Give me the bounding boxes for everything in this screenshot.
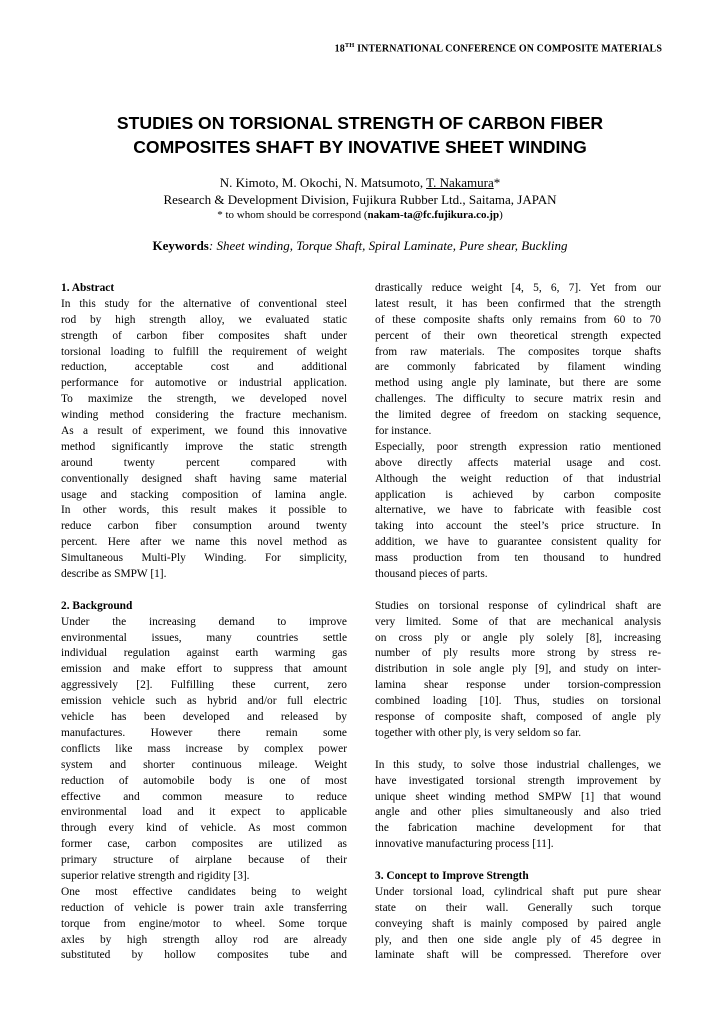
text-line: performance for automotive or industrial application.: [61, 377, 347, 390]
text-line: reduction of automobile body is one of most: [61, 774, 347, 787]
text-line: environmental issues, many countries settle: [61, 631, 347, 644]
text-line: substituted by hollow composites tube and: [61, 949, 347, 962]
corresponding-mark: *: [493, 175, 501, 190]
header-text: INTERNATIONAL CONFERENCE ON COMPOSITE MATERIALS: [354, 43, 662, 55]
text-line: winding method considering the fracture mechanism.: [61, 409, 347, 422]
text-line: through every kind of vehicle. As most common: [61, 822, 347, 835]
right-column: [375, 281, 661, 964]
text-line: alternative, we have to fabricate with feasible cost: [375, 504, 661, 517]
text-line: percent. Here after we name this novel method as: [61, 536, 347, 549]
text-line: Under the increasing demand to improve: [61, 615, 347, 628]
text-line: conveying shaft is mainly composed by paired angle: [375, 917, 661, 930]
text-line: torsional loading to fulfill the requirement of weight: [61, 345, 347, 358]
text-line: above directly affects material usage and cost.: [375, 456, 661, 469]
correspondence-note: [60, 209, 660, 221]
text-line: distribution in sole angle ply [9], and study on inter-: [375, 663, 661, 676]
text-line: on cross ply or angle ply solely [8], increasing: [375, 631, 661, 644]
text-line: the limited degree of freedom on stacking sequence,: [375, 409, 661, 422]
left-column: [61, 281, 347, 964]
text-line: In other words, this result makes it possible to: [61, 504, 347, 517]
paragraph-gap: [61, 583, 347, 599]
text-line: effective and common measure to reduce: [61, 790, 347, 803]
text-line: latest result, it has been confirmed that the strength: [375, 297, 661, 310]
text-line: environmental load and it expect to applicable: [61, 806, 347, 819]
text-line: percent of their own theoretical strength expected: [375, 329, 661, 342]
text-line: innovative manufacturing process [11].: [375, 838, 554, 851]
text-line: reduction, acceptable cost and additional: [61, 361, 347, 374]
text-line: combined loading [10]. Thus, studies on torsional: [375, 695, 661, 708]
text-line: axles by high strength alloy rod are already: [61, 933, 347, 946]
text-line: reduction of vehicle is power train axle transferring: [61, 901, 347, 914]
text-line: unique sheet winding method SMPW [1] that wound: [375, 790, 661, 803]
authors-text: N. Kimoto, M. Okochi, N. Matsumoto,: [219, 175, 427, 190]
conference-header: [335, 42, 662, 54]
text-line: In this study, to solve those industrial challenges, we: [375, 758, 661, 771]
text-line: Under torsional load, cylindrical shaft put pure shear: [375, 885, 661, 898]
paragraph-gap: [375, 742, 661, 758]
keywords: [60, 238, 660, 254]
text-line: method using angle ply laminate, but there are some: [375, 377, 661, 390]
text-line: addition, we have to guarantee consistent quality for: [375, 536, 661, 549]
text-line: are commonly fabricated by filament winding: [375, 361, 661, 374]
text-line: vehicle has been developed and released by: [61, 711, 347, 724]
text-line: As a result of experiment, we found this innovative: [61, 425, 347, 438]
text-line: method significantly improve the static strength: [61, 440, 347, 453]
text-line: Especially, poor strength expression ratio mentioned: [375, 440, 661, 453]
author-list: [60, 175, 660, 191]
header-prefix: 18: [334, 43, 345, 55]
text-line: One most effective candidates being to weight: [61, 885, 347, 898]
note-text: * to whom should be correspond (: [217, 209, 368, 221]
section-heading: 2. Background: [61, 599, 133, 612]
title-line-2: COMPOSITES SHAFT BY INOVATIVE SHEET WINDING: [133, 137, 587, 157]
corresponding-author: T. Nakamura: [426, 175, 494, 190]
text-line: from raw materials. The composites torque shafts: [375, 345, 661, 358]
keywords-list: : Sheet winding, Torque Shaft, Spiral Laminate, Pure shear, Buckling: [208, 238, 568, 253]
text-line: conventionally designed shaft having same material: [61, 472, 347, 485]
text-line: Studies on torsional response of cylindrical shaft are: [375, 599, 661, 612]
paper-title: [60, 111, 660, 159]
text-line: number of ply results more strong by stress re-: [375, 647, 661, 660]
text-line: thousand pieces of parts.: [375, 568, 488, 581]
text-line: taking into account the steel’s price structure. In: [375, 520, 661, 533]
text-line: To maximize the strength, we developed novel: [61, 393, 347, 406]
text-line: describe as SMPW [1].: [61, 568, 167, 581]
text-line: drastically reduce weight [4, 5, 6, 7]. Yet from our: [375, 282, 661, 294]
text-line: torque from engine/motor to wheel. Some torque: [61, 917, 347, 930]
paragraph-gap: [375, 583, 661, 599]
text-line: system and shorter continuous mileage. Weight: [61, 758, 347, 771]
text-line: emission vehicle such as hybrid and/or full electric: [61, 695, 347, 708]
text-line: ply, and then one side angle ply of 45 degree in: [375, 933, 661, 946]
note-close: ): [499, 209, 503, 221]
section-heading: 1. Abstract: [61, 282, 115, 294]
text-line: very limited. Some of that are mechanical analysis: [375, 615, 661, 628]
text-line: together with other ply, is very seldom so far.: [375, 726, 582, 739]
text-line: primary structure of airplane because of their: [61, 854, 347, 867]
text-line: for instance.: [375, 425, 432, 438]
text-line: strength of carbon fiber composites shaft under: [61, 329, 347, 342]
text-line: superior relative strength and rigidity [3].: [61, 869, 250, 882]
text-line: former case, carbon composites are utilized as: [61, 838, 347, 851]
affiliation: Research & Development Division, Fujikura Rubber Ltd., Saitama, JAPAN: [163, 192, 557, 207]
text-line: manufactures. However there remain some: [61, 726, 347, 739]
text-line: rod by high strength alloy, we evaluated static: [61, 313, 347, 326]
text-line: laminate shaft will be compressed. Therefore over: [375, 949, 661, 962]
text-line: usage and stacking composition of lamina angle.: [61, 488, 347, 501]
text-line: challenges. The difficulty to secure matrix resin and: [375, 393, 661, 406]
text-line: around twenty percent compared with: [61, 456, 347, 469]
paragraph-gap: [375, 853, 661, 869]
text-line: lamina shear response under torsion-compression: [375, 679, 661, 692]
text-line: of these composite shafts only remains from 60 to 70: [375, 313, 661, 326]
section-heading: 3. Concept to Improve Strength: [375, 869, 529, 882]
text-line: reduce carbon fiber consumption around twenty: [61, 520, 347, 533]
text-line: application is achieved by carbon composite: [375, 488, 661, 501]
text-line: angle and other plies simultaneously and also tried: [375, 806, 661, 819]
text-line: In this study for the alternative of conventional steel: [61, 297, 347, 310]
contact-email: nakam-ta@fc.fujikura.co.jp: [367, 209, 500, 221]
text-line: emission and make effort to suppress that amount: [61, 663, 347, 676]
text-line: conflicts like mass increase by complex power: [61, 742, 347, 755]
title-line-1: STUDIES ON TORSIONAL STRENGTH OF CARBON FIBER: [116, 113, 604, 133]
text-line: have investigated torsional strength improvement by: [375, 774, 661, 787]
text-line: Simultaneous Multi-Ply Winding. For simplicity,: [61, 552, 347, 565]
text-line: state on their wall. Generally such torque: [375, 901, 661, 914]
header-superscript: TH: [344, 42, 355, 49]
text-line: mass production from ten thousand to hundred: [375, 552, 661, 565]
text-line: individual regulation against earth warming gas: [61, 647, 347, 660]
text-line: the fabrication machine development for that: [375, 822, 661, 835]
text-line: Although the weight reduction of that industrial: [375, 472, 661, 485]
text-line: response of composite shaft, composed of angle ply: [375, 711, 661, 724]
text-line: aggressively [2]. Fulfilling these current, zero: [61, 679, 347, 692]
keywords-label: Keywords: [152, 238, 209, 253]
